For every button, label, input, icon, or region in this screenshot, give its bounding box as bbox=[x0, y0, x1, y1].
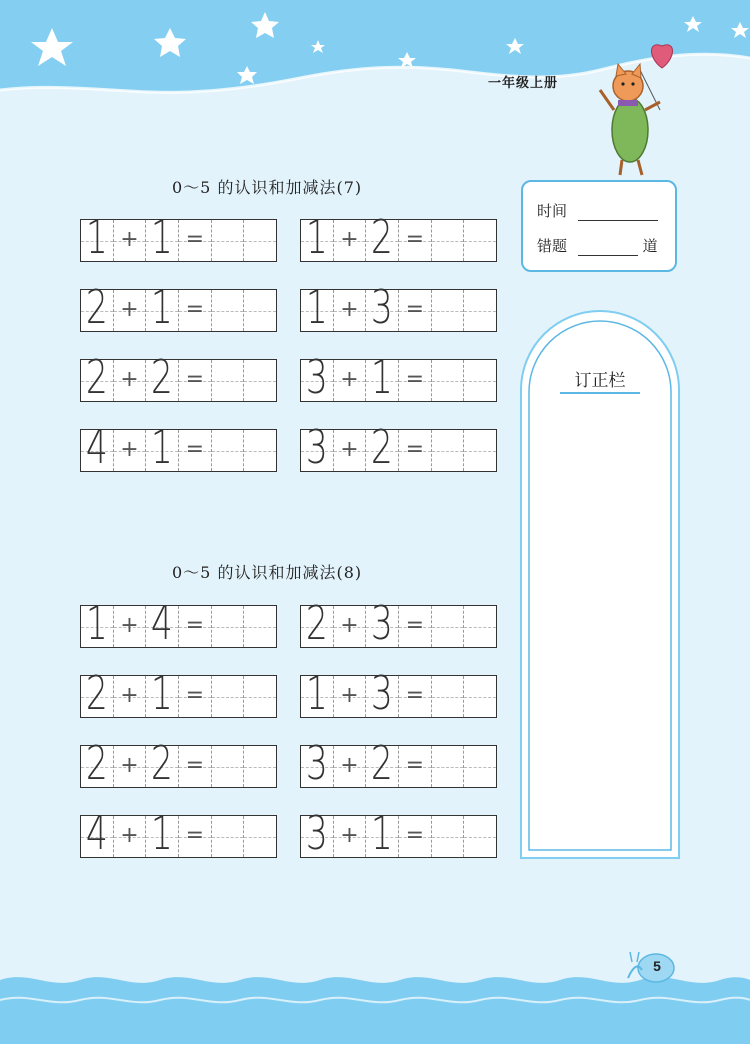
equation-cell bbox=[179, 816, 212, 857]
operator-symbol: + bbox=[340, 683, 359, 708]
digit-symbol: 1 bbox=[151, 666, 174, 720]
digit-symbol: 3 bbox=[305, 736, 328, 790]
equation-row bbox=[80, 736, 277, 790]
equation-cell bbox=[334, 746, 367, 787]
digit-symbol: 4 bbox=[85, 806, 108, 860]
equation-cell bbox=[399, 360, 432, 401]
digit-symbol: 2 bbox=[371, 420, 394, 474]
equation-cell bbox=[179, 430, 212, 471]
equation-cell bbox=[301, 666, 334, 720]
answer-cell[interactable] bbox=[212, 676, 245, 717]
operator-symbol: = bbox=[405, 683, 425, 708]
equation-row bbox=[300, 806, 497, 860]
digit-symbol: 3 bbox=[305, 350, 328, 404]
operator-symbol: + bbox=[340, 367, 359, 392]
operator-symbol: + bbox=[120, 297, 139, 322]
equation-cell bbox=[366, 280, 399, 334]
answer-cell[interactable] bbox=[244, 430, 276, 471]
time-blank[interactable] bbox=[578, 204, 658, 221]
operator-symbol: = bbox=[185, 437, 205, 462]
answer-cell[interactable] bbox=[244, 816, 276, 857]
errors-blank[interactable] bbox=[578, 239, 638, 256]
equation-cell bbox=[301, 350, 334, 404]
operator-symbol: + bbox=[120, 437, 139, 462]
answer-cell[interactable] bbox=[464, 220, 496, 261]
correction-column-inner bbox=[529, 321, 671, 850]
equation-row bbox=[300, 596, 497, 650]
operator-symbol: + bbox=[340, 823, 359, 848]
errors-unit: 道 bbox=[642, 237, 658, 255]
digit-symbol: 3 bbox=[371, 280, 394, 334]
operator-symbol: + bbox=[340, 613, 359, 638]
operator-symbol: = bbox=[405, 753, 425, 778]
digit-symbol: 2 bbox=[85, 350, 108, 404]
answer-cell[interactable] bbox=[464, 746, 496, 787]
equation-cell bbox=[301, 806, 334, 860]
digit-symbol: 2 bbox=[151, 350, 174, 404]
equation-cell bbox=[399, 430, 432, 471]
correction-title: 订正栏 bbox=[574, 371, 626, 391]
digit-symbol: 1 bbox=[305, 210, 328, 264]
digit-symbol: 1 bbox=[85, 596, 108, 650]
operator-symbol: = bbox=[185, 367, 205, 392]
digit-symbol: 2 bbox=[371, 210, 394, 264]
answer-cell[interactable] bbox=[432, 360, 465, 401]
equation-cell bbox=[334, 816, 367, 857]
equation-cell bbox=[146, 280, 179, 334]
equation-cell bbox=[81, 280, 114, 334]
operator-symbol: = bbox=[185, 297, 205, 322]
equation-cell bbox=[179, 606, 212, 647]
bottom-wave bbox=[0, 977, 750, 1044]
digit-symbol: 3 bbox=[371, 666, 394, 720]
equation-cell bbox=[366, 420, 399, 474]
digit-symbol: 3 bbox=[305, 420, 328, 474]
answer-cell[interactable] bbox=[464, 606, 496, 647]
digit-symbol: 1 bbox=[151, 210, 174, 264]
answer-cell[interactable] bbox=[432, 220, 465, 261]
equation-cell bbox=[146, 666, 179, 720]
operator-symbol: = bbox=[405, 367, 425, 392]
answer-cell[interactable] bbox=[212, 746, 245, 787]
equation-cell bbox=[334, 606, 367, 647]
equation-cell bbox=[366, 210, 399, 264]
equation-cell bbox=[146, 736, 179, 790]
equation-cell bbox=[179, 676, 212, 717]
equation-cell bbox=[301, 210, 334, 264]
equation-row bbox=[300, 280, 497, 334]
score-box bbox=[521, 180, 677, 272]
answer-cell[interactable] bbox=[464, 360, 496, 401]
answer-cell[interactable] bbox=[244, 360, 276, 401]
operator-symbol: = bbox=[185, 227, 205, 252]
equation-cell bbox=[179, 746, 212, 787]
equation-row bbox=[80, 210, 277, 264]
equation-cell bbox=[81, 596, 114, 650]
operator-symbol: = bbox=[405, 437, 425, 462]
equation-cell bbox=[301, 420, 334, 474]
equation-row bbox=[80, 596, 277, 650]
equation-row bbox=[80, 350, 277, 404]
answer-cell[interactable] bbox=[464, 430, 496, 471]
digit-symbol: 1 bbox=[85, 210, 108, 264]
operator-symbol: = bbox=[405, 823, 425, 848]
answer-cell[interactable] bbox=[244, 220, 276, 261]
equation-cell bbox=[366, 736, 399, 790]
digit-symbol: 2 bbox=[371, 736, 394, 790]
equation-cell bbox=[366, 596, 399, 650]
equation-row bbox=[300, 420, 497, 474]
equation-cell bbox=[81, 666, 114, 720]
equation-cell bbox=[399, 606, 432, 647]
equation-cell bbox=[81, 350, 114, 404]
answer-cell[interactable] bbox=[212, 290, 245, 331]
answer-cell[interactable] bbox=[244, 746, 276, 787]
answer-cell[interactable] bbox=[212, 606, 245, 647]
equation-cell bbox=[399, 816, 432, 857]
equation-cell bbox=[334, 430, 367, 471]
time-label: 时间 bbox=[537, 202, 568, 220]
equation-cell bbox=[114, 606, 147, 647]
equation-cell bbox=[301, 736, 334, 790]
equation-row bbox=[80, 806, 277, 860]
equation-cell bbox=[146, 596, 179, 650]
equation-cell bbox=[301, 596, 334, 650]
operator-symbol: = bbox=[185, 613, 205, 638]
operator-symbol: = bbox=[405, 227, 425, 252]
equation-cell bbox=[114, 676, 147, 717]
equation-cell bbox=[366, 806, 399, 860]
equation-cell bbox=[81, 736, 114, 790]
operator-symbol: = bbox=[185, 753, 205, 778]
digit-symbol: 4 bbox=[151, 596, 174, 650]
digit-symbol: 2 bbox=[151, 736, 174, 790]
equation-cell bbox=[179, 360, 212, 401]
section-title-7: 0～5 的认识和加减法(7) bbox=[172, 178, 363, 197]
operator-symbol: + bbox=[340, 297, 359, 322]
operator-symbol: = bbox=[185, 823, 205, 848]
digit-symbol: 1 bbox=[305, 280, 328, 334]
equation-cell bbox=[146, 420, 179, 474]
answer-cell[interactable] bbox=[432, 746, 465, 787]
grade-label: 一年级上册 bbox=[488, 76, 559, 91]
digit-symbol: 1 bbox=[371, 806, 394, 860]
equation-row bbox=[80, 666, 277, 720]
answer-cell[interactable] bbox=[244, 606, 276, 647]
equation-cell bbox=[399, 290, 432, 331]
equation-row bbox=[300, 210, 497, 264]
operator-symbol: = bbox=[405, 297, 425, 322]
digit-symbol: 1 bbox=[151, 806, 174, 860]
equation-cell bbox=[114, 816, 147, 857]
answer-cell[interactable] bbox=[212, 816, 245, 857]
answer-cell[interactable] bbox=[212, 360, 245, 401]
digit-symbol: 2 bbox=[85, 280, 108, 334]
equation-cell bbox=[366, 350, 399, 404]
operator-symbol: + bbox=[120, 753, 139, 778]
operator-symbol: + bbox=[340, 437, 359, 462]
digit-symbol: 1 bbox=[151, 280, 174, 334]
digit-symbol: 2 bbox=[85, 736, 108, 790]
equation-cell bbox=[399, 746, 432, 787]
operator-symbol: + bbox=[120, 823, 139, 848]
equation-row bbox=[300, 736, 497, 790]
digit-symbol: 2 bbox=[305, 596, 328, 650]
equation-cell bbox=[81, 806, 114, 860]
operator-symbol: + bbox=[120, 613, 139, 638]
equation-row bbox=[80, 280, 277, 334]
equation-cell bbox=[399, 676, 432, 717]
answer-cell[interactable] bbox=[212, 430, 245, 471]
operator-symbol: + bbox=[120, 227, 139, 252]
equation-cell bbox=[114, 746, 147, 787]
digit-symbol: 3 bbox=[305, 806, 328, 860]
equation-cell bbox=[81, 210, 114, 264]
answer-cell[interactable] bbox=[212, 220, 245, 261]
equation-cell bbox=[179, 290, 212, 331]
errors-label: 错题 bbox=[537, 237, 568, 255]
answer-cell[interactable] bbox=[432, 676, 465, 717]
equation-cell bbox=[114, 360, 147, 401]
digit-symbol: 2 bbox=[85, 666, 108, 720]
equation-cell bbox=[334, 290, 367, 331]
equation-cell bbox=[334, 360, 367, 401]
equation-cell bbox=[114, 220, 147, 261]
section-title-8: 0～5 的认识和加减法(8) bbox=[172, 563, 363, 582]
equation-cell bbox=[334, 220, 367, 261]
operator-symbol: + bbox=[340, 227, 359, 252]
answer-cell[interactable] bbox=[432, 816, 465, 857]
equation-cell bbox=[146, 350, 179, 404]
answer-cell[interactable] bbox=[464, 816, 496, 857]
digit-symbol: 1 bbox=[151, 420, 174, 474]
answer-cell[interactable] bbox=[432, 606, 465, 647]
equation-cell bbox=[366, 666, 399, 720]
equation-cell bbox=[301, 280, 334, 334]
digit-symbol: 3 bbox=[371, 596, 394, 650]
operator-symbol: + bbox=[120, 367, 139, 392]
equation-cell bbox=[81, 420, 114, 474]
operator-symbol: = bbox=[185, 683, 205, 708]
answer-cell[interactable] bbox=[464, 676, 496, 717]
equation-cell bbox=[334, 676, 367, 717]
operator-symbol: + bbox=[120, 683, 139, 708]
answer-cell[interactable] bbox=[244, 290, 276, 331]
equation-cell bbox=[146, 210, 179, 264]
equation-cell bbox=[146, 806, 179, 860]
digit-symbol: 1 bbox=[305, 666, 328, 720]
digit-symbol: 1 bbox=[371, 350, 394, 404]
equation-row bbox=[300, 666, 497, 720]
operator-symbol: = bbox=[405, 613, 425, 638]
answer-cell[interactable] bbox=[432, 430, 465, 471]
equation-cell bbox=[399, 220, 432, 261]
answer-cell[interactable] bbox=[244, 676, 276, 717]
equation-cell bbox=[114, 290, 147, 331]
equation-cell bbox=[114, 430, 147, 471]
answer-cell[interactable] bbox=[464, 290, 496, 331]
digit-symbol: 4 bbox=[85, 420, 108, 474]
equation-cell bbox=[179, 220, 212, 261]
equation-row bbox=[80, 420, 277, 474]
answer-cell[interactable] bbox=[432, 290, 465, 331]
page-number: 5 bbox=[653, 958, 661, 974]
operator-symbol: + bbox=[340, 753, 359, 778]
equation-row bbox=[300, 350, 497, 404]
